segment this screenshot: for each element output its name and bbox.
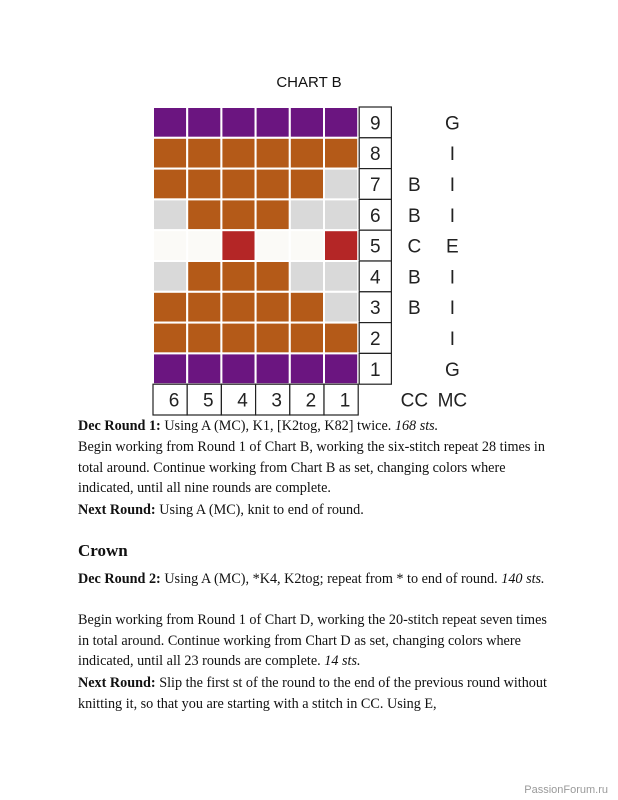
dec-round-1 [78,416,548,437]
stitch-number: 1 [339,390,351,412]
chart-cell [221,353,255,384]
chart-cell [290,230,324,261]
chart-cell [324,323,358,354]
chart-cell [153,323,187,354]
mc-color-code: I [449,175,456,196]
chart-cell [256,323,290,354]
dec-round-2-sts: 140 sts. [501,571,545,587]
mc-color-code: G [445,359,460,381]
chart-title: CHART B [276,74,342,91]
chart-cell [290,169,324,200]
stitch-number: 5 [203,390,214,412]
chart-cell [256,353,290,384]
dec-round-2 [78,569,548,590]
chart-cell [187,230,221,261]
round-number: 7 [370,175,381,196]
mc-column-label: MC [437,390,468,412]
chart-cell [256,292,290,323]
next-round-2 [78,673,548,714]
chart-cell [153,353,187,384]
dec-round-2-body: Using A (MC), *K4, K2tog; repeat from * to end of round. [160,571,502,587]
cc-color-code: B [408,267,421,289]
round-number: 1 [370,359,381,381]
chart-cell [324,199,358,230]
chart-cell [324,292,358,323]
chart-cell [221,292,255,323]
mc-color-code: I [449,205,456,227]
chart-cell [290,138,324,169]
chart-cell [187,261,221,292]
chart-d-sts: 14 sts. [324,653,361,669]
mc-color-code: I [449,298,456,320]
crown-heading: Crown [78,541,128,560]
chart-b-grid [150,104,470,414]
chart-cell [256,107,290,138]
chart-cell [153,169,187,200]
round-number: 9 [370,113,381,135]
mc-color-code: E [446,236,459,258]
chart-cell [221,138,255,169]
round-number: 5 [370,236,381,258]
mc-color-code: I [449,144,456,166]
chart-cell [290,261,324,292]
chart-cell [290,292,324,323]
chart-cell [187,169,221,200]
round-number: 2 [370,329,381,350]
chart-cell [187,292,221,323]
chart-cell [324,230,358,261]
chart-cell [153,292,187,323]
mc-color-code: I [449,267,456,289]
next-round-2-body: Slip the first st of the round to the end of the previous round without knitting it, so that you are starting with a stitch in CC. Using E, [78,675,547,712]
stitch-number: 6 [168,390,180,412]
chart-cell [290,353,324,384]
chart-cell [153,138,187,169]
chart-cell [221,107,255,138]
chart-cell [324,353,358,384]
chart-cell [221,199,255,230]
mc-color-code: I [449,329,456,350]
next-round-1 [78,500,548,521]
chart-cell [290,323,324,354]
round-number: 4 [370,267,381,289]
stitch-number: 4 [237,390,248,412]
chart-cell [153,230,187,261]
chart-cell [187,199,221,230]
chart-cell [221,169,255,200]
chart-d-instructions [78,610,548,672]
chart-cell [290,107,324,138]
chart-cell [153,107,187,138]
chart-cell [256,138,290,169]
chart-cell [324,107,358,138]
dec-round-2-label: Dec Round 2: [78,571,161,587]
round-number: 3 [370,298,381,320]
cc-color-code: B [408,175,421,196]
next-round-1-body: Using A (MC), knit to end of round. [155,502,364,518]
dec-round-1-label: Dec Round 1: [78,418,161,434]
chart-d-instructions-body: Begin working from Round 1 of Chart D, working the 20-stitch repeat seven times in total around. Continue working from Chart D as set, changing colors where indicated, until all 23 rounds are complete. [78,612,547,669]
chart-cell [153,261,187,292]
round-number: 6 [370,205,381,227]
watermark: PassionForum.ru [524,784,608,796]
stitch-number: 3 [271,390,282,412]
dec-round-1-sts: 168 sts. [394,418,439,434]
chart-cell [187,138,221,169]
cc-color-code: C [407,236,422,258]
chart-cell [221,261,255,292]
cc-color-code: B [408,298,421,320]
next-round-1-label: Next Round: [78,502,156,518]
chart-cell [187,107,221,138]
chart-cell [256,230,290,261]
chart-cell [256,199,290,230]
chart-cell [290,199,324,230]
chart-b-instructions: Begin working from Round 1 of Chart B, working the six-stitch repeat 28 times in total around. Continue working from Chart B as set, changing colors where indicated, until all nine rounds are complete. [78,439,545,496]
chart-cell [324,261,358,292]
chart-cell [187,323,221,354]
chart-cell [256,169,290,200]
stitch-number: 2 [305,390,317,412]
dec-round-1-body: Using A (MC), K1, [K2tog, K82] twice. [160,418,395,434]
chart-cell [187,353,221,384]
cc-color-code: B [408,205,421,227]
chart-cell [256,261,290,292]
round-number: 8 [370,144,381,166]
chart-cell [153,199,187,230]
mc-color-code: G [445,113,460,135]
cc-column-label: CC [400,390,429,412]
chart-cell [221,323,255,354]
chart-cell [324,138,358,169]
chart-cell [324,169,358,200]
next-round-2-label: Next Round: [78,675,156,691]
chart-cell [221,230,255,261]
